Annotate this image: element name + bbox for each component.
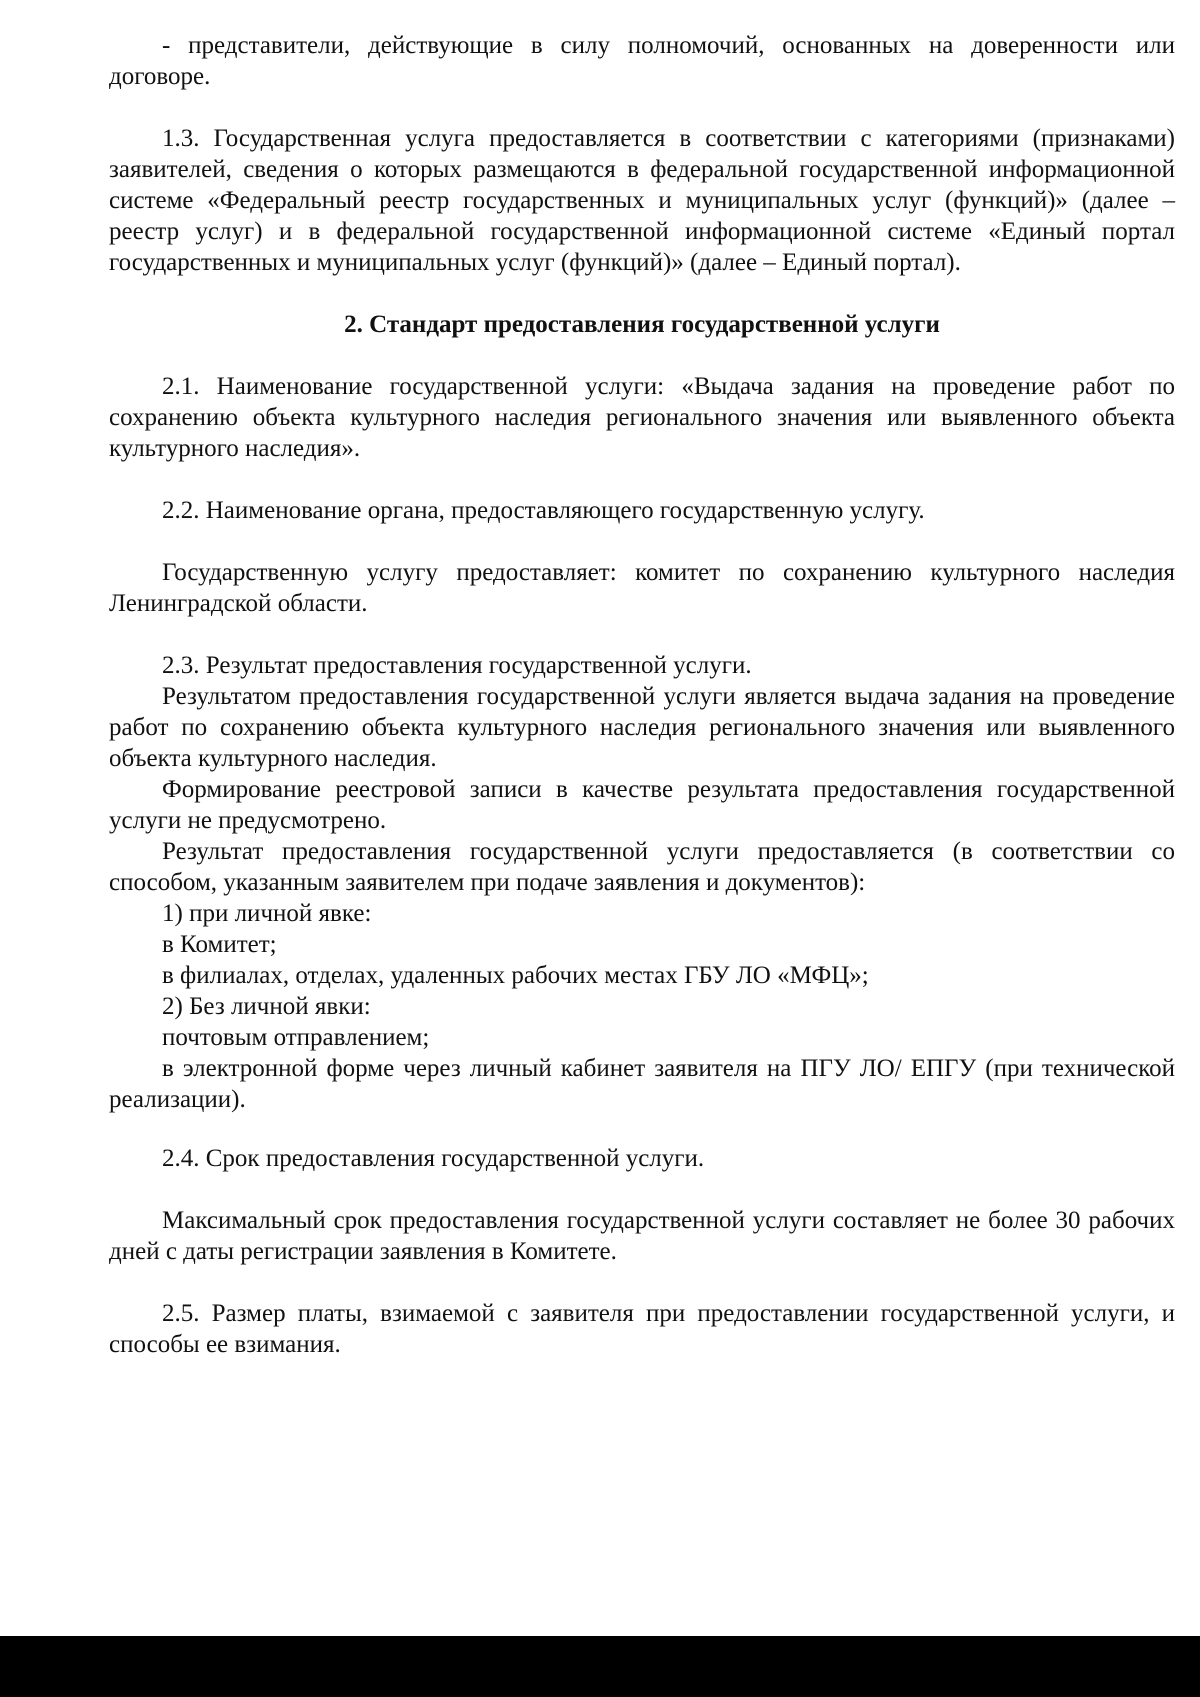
- list-item-remote: 2) Без личной явки:: [162, 993, 371, 1020]
- scan-bottom-border: [0, 1636, 1200, 1697]
- paragraph-2-3-result: Результатом предоставления государственной услуги является выдача задания на проведение работ по сохранению объекта культурного наследия регионального значения или выявленного объекта культурного наследия.: [109, 683, 1175, 772]
- paragraph-representatives: - представители, действующие в силу полномочий, основанных на доверенности или договоре.: [109, 32, 1175, 90]
- list-item-mfc: в филиалах, отделах, удаленных рабочих местах ГБУ ЛО «МФЦ»;: [162, 962, 869, 989]
- paragraph-1-3: 1.3. Государственная услуга предоставляется в соответствии с категориями (признаками) заявителей, сведения о которых размещаются в федеральной государственной информационной системе «Федеральный реестр государственных и муниципальных услуг (функций)» (далее – реестр услуг) и в федеральной государственной информационной системе «Единый портал государственных и муниципальных услуг (функций)» (далее – Единый портал).: [109, 125, 1175, 276]
- list-item-committee: в Комитет;: [162, 931, 277, 958]
- paragraph-2-4-body: Максимальный срок предоставления государственной услуги составляет не более 30 рабочих дней с даты регистрации заявления в Комитете.: [109, 1207, 1175, 1265]
- paragraph-2-2-body: Государственную услугу предоставляет: комитет по сохранению культурного наследия Ленинградской области.: [109, 559, 1175, 617]
- paragraph-2-5: 2.5. Размер платы, взимаемой с заявителя при предоставлении государственной услуги, и способы ее взимания.: [109, 1300, 1175, 1358]
- paragraph-2-4: 2.4. Срок предоставления государственной услуги.: [162, 1145, 705, 1172]
- paragraph-2-2: 2.2. Наименование органа, предоставляющего государственную услугу.: [162, 497, 925, 524]
- paragraph-2-3: 2.3. Результат предоставления государственной услуги.: [162, 652, 752, 679]
- document-body: [109, 30, 1175, 1360]
- paragraph-2-1: 2.1. Наименование государственной услуги: «Выдача задания на проведение работ по сохранению объекта культурного наследия регионального значения или выявленного объекта культурного наследия».: [109, 373, 1175, 462]
- list-item-electronic: в электронной форме через личный кабинет заявителя на ПГУ ЛО/ ЕПГУ (при технической реализации).: [109, 1055, 1175, 1113]
- paragraph-2-3-registry: Формирование реестровой записи в качестве результата предоставления государственной услуги не предусмотрено.: [109, 776, 1175, 834]
- list-item-in-person: 1) при личной явке:: [162, 900, 372, 927]
- section-2-heading: 2. Стандарт предоставления государственной услуги: [344, 311, 940, 338]
- list-item-post: почтовым отправлением;: [162, 1024, 430, 1051]
- paragraph-2-3-delivery: Результат предоставления государственной услуги предоставляется (в соответствии со способом, указанным заявителем при подаче заявления и документов):: [109, 838, 1175, 896]
